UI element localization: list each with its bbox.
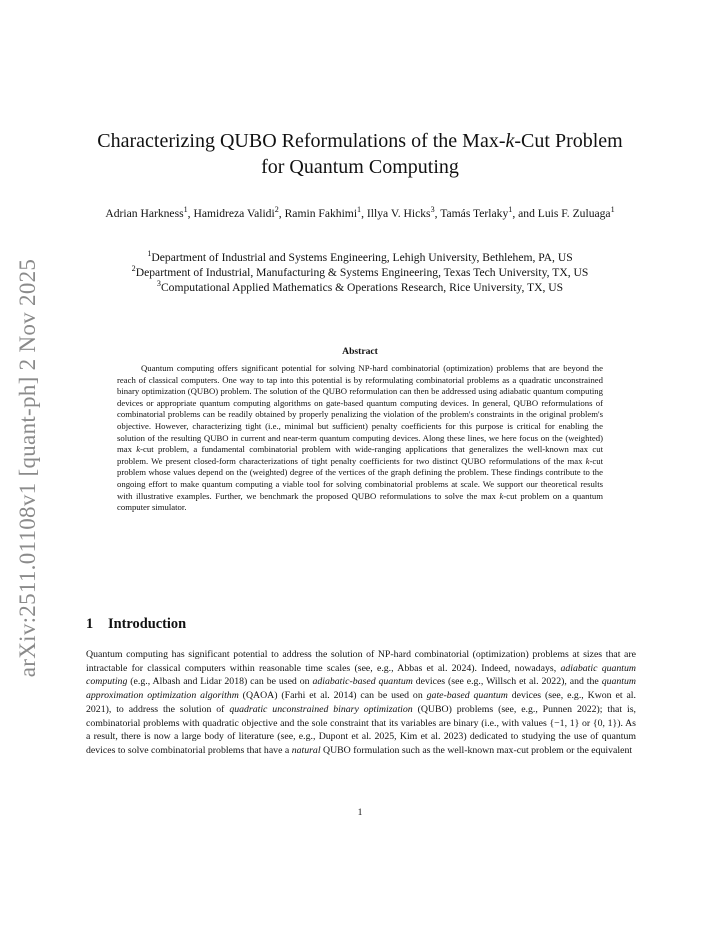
section-number: 1 [86, 616, 94, 632]
author-affiliation-mark: 1 [357, 205, 362, 215]
author-affiliation-mark: 1 [610, 205, 615, 215]
title-line-2: for Quantum Computing [261, 156, 459, 178]
abstract-body [117, 363, 603, 514]
author-affiliation-mark: 3 [430, 205, 435, 215]
introduction-body [86, 648, 636, 758]
affiliation-line [60, 265, 660, 280]
author-name: Luis F. Zuluaga [537, 207, 611, 220]
affiliation-line [60, 280, 660, 295]
author-separator: , [187, 207, 194, 220]
author-name: Adrian Harkness [105, 207, 184, 220]
introduction-paragraph: Quantum computing has significant potential to address the solution of NP-hard combinatorial (optimization) problems at sizes that are intractable for classical computers within reasonable time scales (see, e.g., Abbas et al. 2024). Indeed, nowadays, adiabatic quantum computing (e.g., Albash and Lidar 2018) can be used on adiabatic-based quantum devices (see e.g., Willsch et al. 2022), and the quantum approximation optimization algorithm (QAOA) (Farhi et al. 2014) can be used on gate-based quantum devices (see, e.g., Kwon et al. 2021), to address the solution of quadratic unconstrained binary optimization (QUBO) problems (see, e.g., Punnen 2022); that is, combinatorial problems with quadratic objective and the sole constraint that its variables are binary (i.e., with values {−1, 1} or {0, 1}). As a result, there is now a large body of literature (see, e.g., Dupont et al. 2025, Kim et al. 2023) dedicated to studying the use of quantum devices to solve combinatorial problems that have a natural QUBO formulation such as the well-known max-cut problem or the equivalent [86, 649, 637, 756]
author-affiliation-mark: 1 [508, 205, 513, 215]
author-separator: , [361, 207, 367, 220]
title-line-1: Characterizing QUBO Reformulations of the Max-k-Cut Problem [97, 130, 623, 152]
author-list [86, 206, 634, 221]
paper-title [86, 128, 634, 180]
author-affiliation-mark: 1 [183, 205, 188, 215]
affiliation-text: Department of Industrial, Manufacturing & Systems Engineering, Texas Tech University, TX, US [135, 266, 589, 279]
affiliation-text: Department of Industrial and Systems Engineering, Lehigh University, Bethlehem, PA, US [151, 251, 573, 264]
author-separator: , [278, 207, 285, 220]
affiliation-number: 3 [156, 279, 161, 289]
author-name: Hamidreza Validi [193, 207, 275, 220]
arxiv-identifier-stamp: arXiv:2511.01108v1 [quant-ph] 2 Nov 2025 [15, 258, 40, 678]
affiliation-number: 1 [147, 249, 152, 259]
affiliation-line [60, 250, 660, 265]
author-name: Ramin Fakhimi [284, 207, 358, 220]
section-heading [86, 616, 186, 633]
affiliation-number: 2 [131, 264, 136, 274]
author-separator: , and [512, 207, 538, 220]
affiliation-text: Computational Applied Mathematics & Operations Research, Rice University, TX, US [160, 281, 564, 294]
abstract-text: Quantum computing offers significant potential for solving NP-hard combinatorial (optimization) problems that are beyond the reach of classical computers. One way to tap into this potential is by reformulating combinatorial problems as a quadratic unconstrained binary optimization (QUBO) problem. The solution of the QUBO reformulation can then be addressed using adiabatic quantum computing devices or appropriate quantum computing algorithms on gate-based quantum computing devices. In general, QUBO reformulations of combinatorial problems can be readily obtained by properly penalizing the violation of the problem's constraints in the original problem's objective. However, characterizing tight (i.e., minimal but sufficient) penalty coefficients for this purpose is critical for enabling the solution of the resulting QUBO in current and near-term quantum computing devices. Along these lines, we here focus on the (weighted) max k-cut problem, a fundamental combinatorial problem with wide-ranging applications that generalizes the well-known max cut problem. We present closed-form characterizations of tight penalty coefficients for two distinct QUBO reformulations of the max k-cut problem whose values depend on the (weighted) degree of the vertices of the graph defining the problem. These findings contribute to the ongoing effort to make quantum computing a viable tool for solving combinatorial problems at scale. We support our theoretical results with illustrative examples. Further, we benchmark the proposed QUBO reformulations to solve the max k-cut problem on a quantum computer simulator. [117, 363, 604, 513]
author-affiliation-mark: 2 [274, 205, 279, 215]
author-name: Illya V. Hicks [366, 207, 431, 220]
abstract-heading: Abstract [342, 346, 378, 357]
author-name: Tamás Terlaky [440, 207, 509, 220]
author-separator: , [434, 207, 441, 220]
section-title: Introduction [108, 616, 187, 632]
affiliation-list [60, 250, 660, 295]
page-number: 1 [357, 807, 363, 818]
